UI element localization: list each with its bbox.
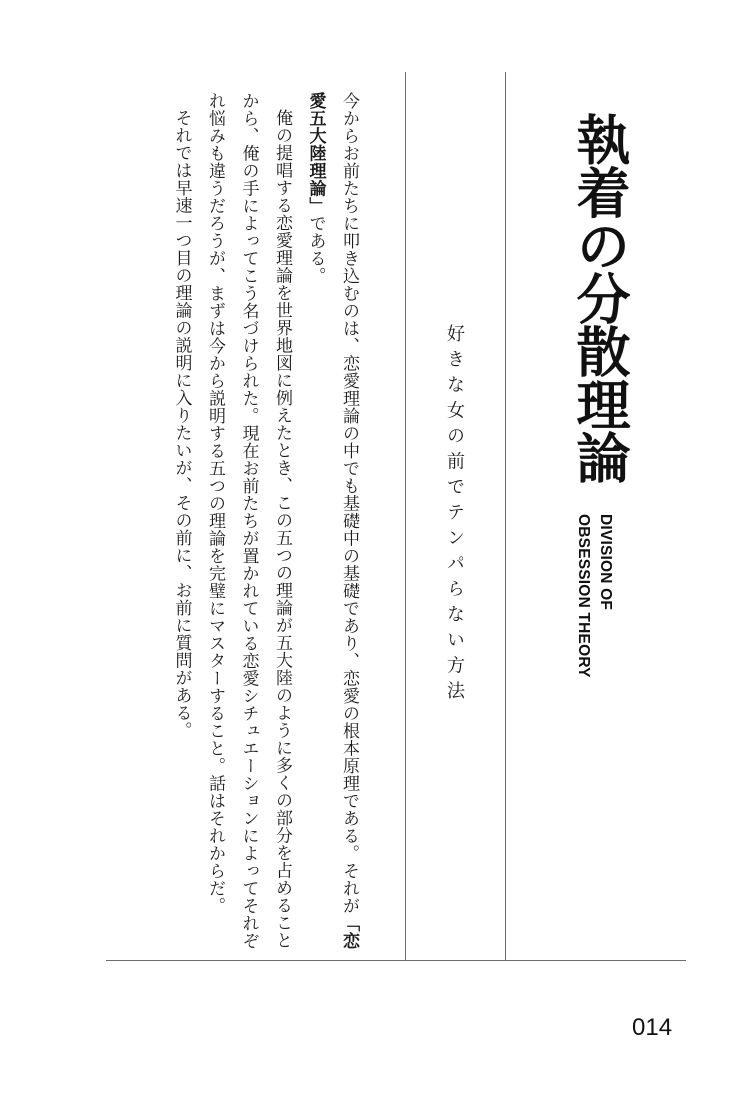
chapter-subtitle: 好きな女の前でテンパらない方法: [444, 324, 465, 707]
paragraph-3: それでは早速一つ目の理論の説明に入りたいが、その前に、お前に質問がある。: [171, 109, 192, 739]
divider-vertical-left: [405, 72, 406, 960]
divider-vertical-right: [505, 72, 506, 960]
chapter-title-english-line2: OBSESSION THEORY: [575, 514, 592, 678]
divider-horizontal-bottom: [106, 960, 686, 961]
paragraph-1-end: である。: [305, 214, 326, 285]
chapter-title-english-line1: DIVISION OF: [597, 514, 614, 611]
paragraph-2: 俺の提唱する恋愛理論を世界地図に例えたとき、この五つの理論が五大陸のように多くの部分を占めることから、俺の手によってこう名づけられた。現在お前たちが置かれている恋愛シチュエーションによってそれぞれ悩みも違うだろうが、まずは今から説明する五つの理論を完璧にマスターすること。話はそれからだ。: [205, 92, 292, 950]
paragraph-1: [298, 92, 365, 952]
emphasized-term: 「恋愛五大陸理論」: [305, 92, 359, 950]
body-text: [103, 92, 365, 952]
paragraph-1-start: 今からお前たちに叩き込むのは、恋愛理論の中でも基礎中の基礎であり、恋愛の根本原理である。それが: [339, 92, 359, 915]
page-number: 014: [632, 1014, 673, 1041]
chapter-title: 執着の分散理論: [568, 112, 631, 483]
chapter-title-english: [572, 514, 616, 678]
